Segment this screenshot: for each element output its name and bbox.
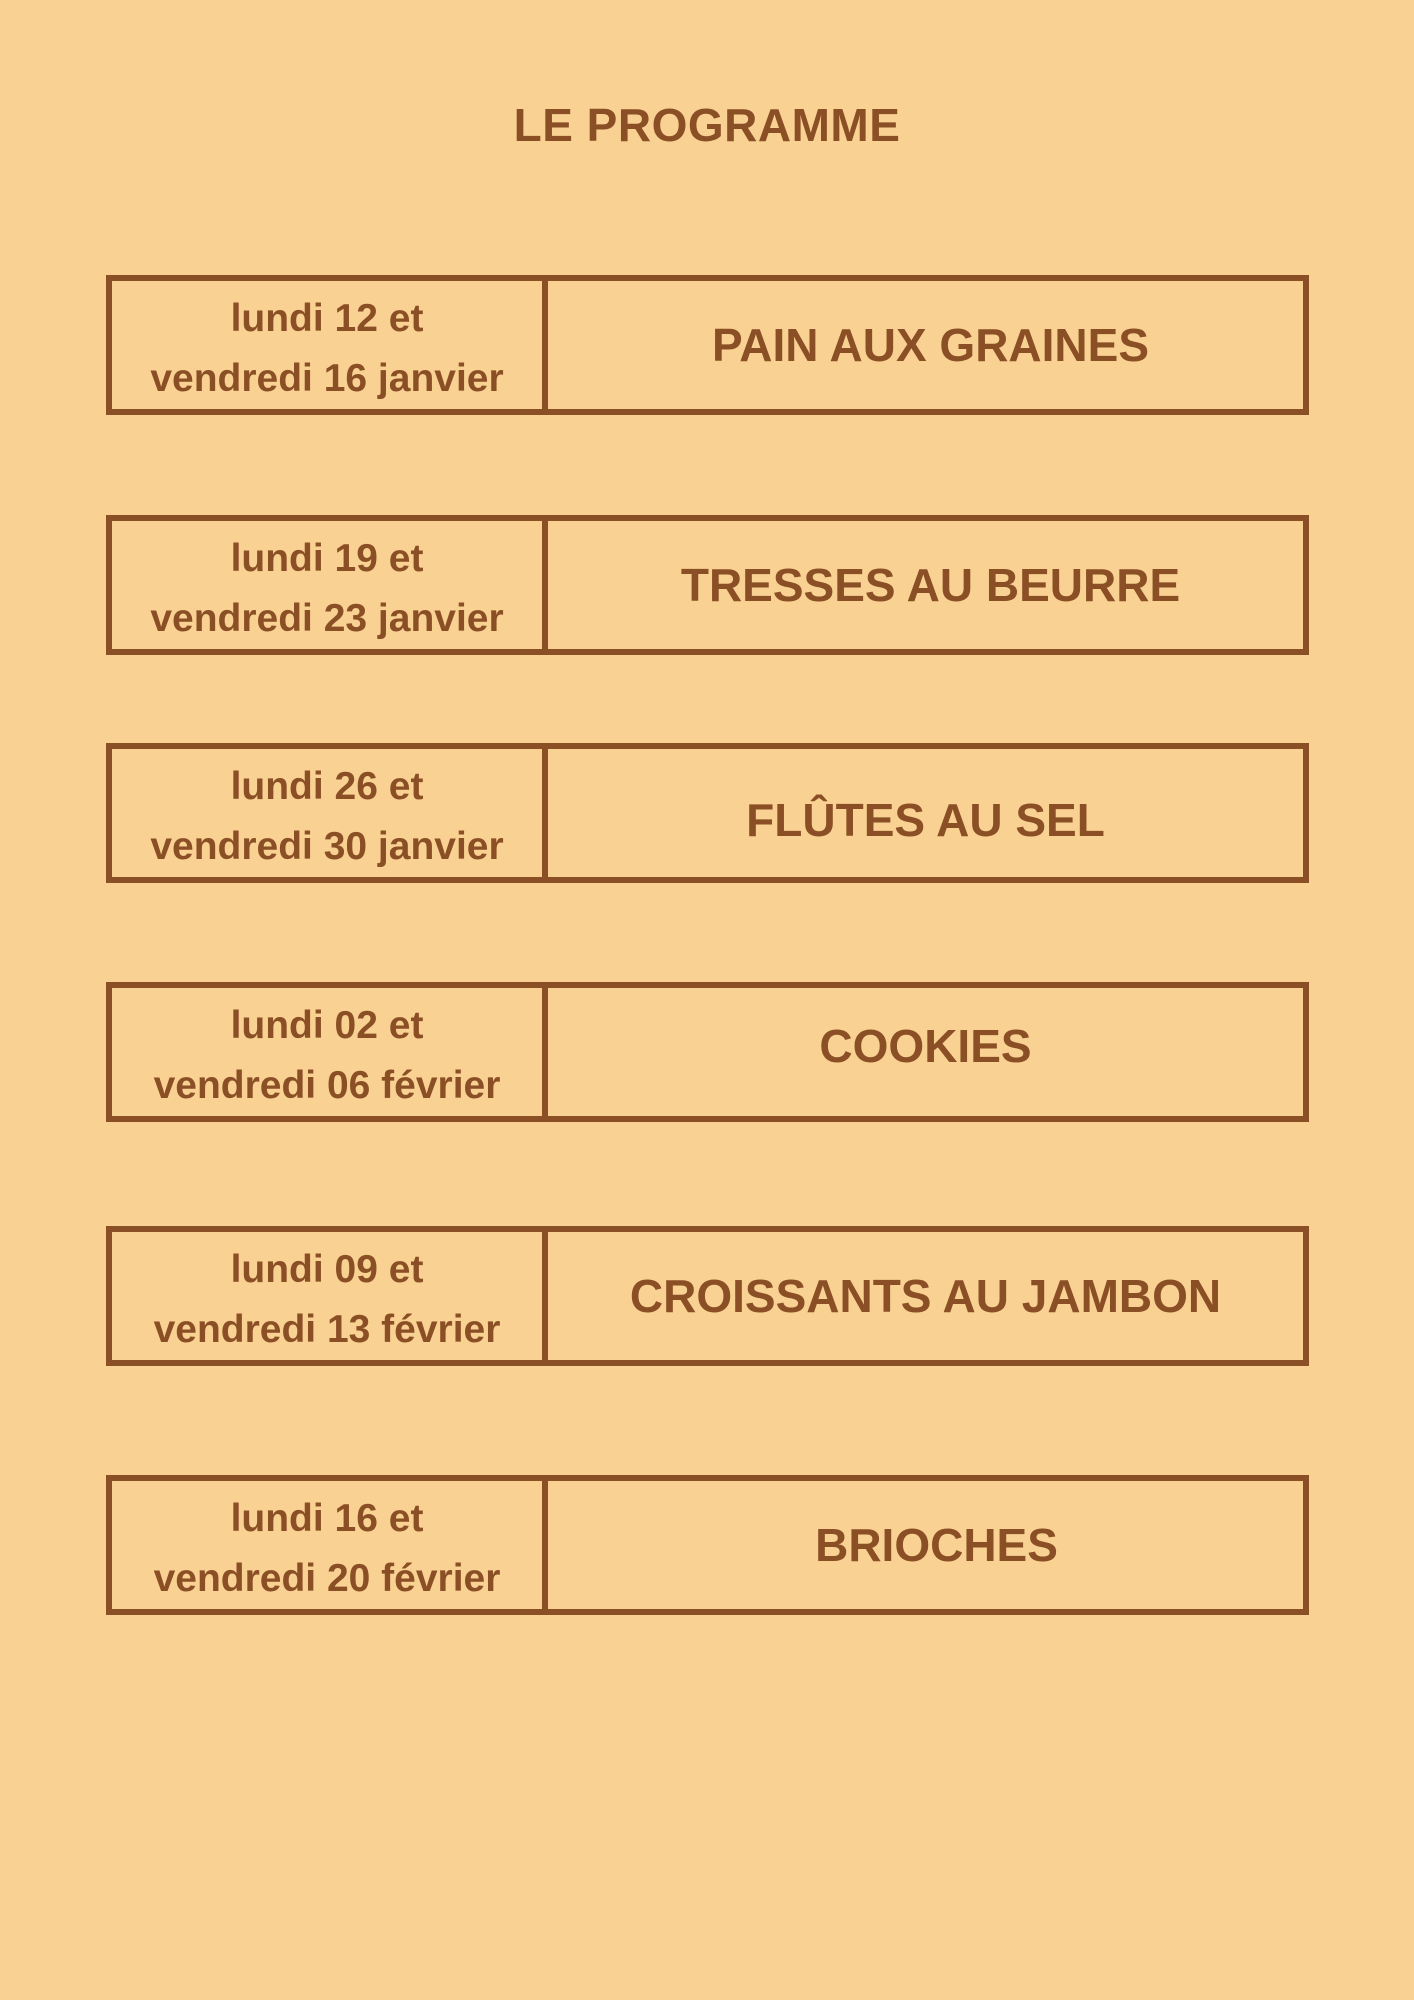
item-name: CROISSANTS AU JAMBON	[629, 1270, 1222, 1322]
schedule-row	[106, 743, 1309, 883]
date-line-1: lundi 12 et	[230, 297, 424, 340]
page-title: LE PROGRAMME	[513, 99, 901, 151]
date-line-1: lundi 16 et	[230, 1497, 424, 1540]
date-line-2: vendredi 16 janvier	[150, 357, 504, 400]
date-cell	[112, 1232, 548, 1360]
schedule-row	[106, 1475, 1309, 1615]
date-line-2: vendredi 23 janvier	[150, 597, 504, 640]
date-line-2: vendredi 06 février	[153, 1064, 501, 1107]
schedule-row	[106, 982, 1309, 1122]
date-cell	[112, 521, 548, 649]
date-cell	[112, 749, 548, 877]
date-cell	[112, 988, 548, 1116]
item-name: TRESSES AU BEURRE	[680, 559, 1181, 611]
date-cell	[112, 281, 548, 409]
date-line-2: vendredi 30 janvier	[150, 825, 504, 868]
item-name: FLÛTES AU SEL	[746, 794, 1105, 846]
date-line-1: lundi 19 et	[230, 537, 424, 580]
date-line-1: lundi 09 et	[230, 1248, 424, 1291]
item-name: BRIOCHES	[815, 1519, 1058, 1571]
date-cell	[112, 1481, 548, 1609]
schedule-row	[106, 1226, 1309, 1366]
date-line-1: lundi 26 et	[230, 765, 424, 808]
date-line-2: vendredi 20 février	[153, 1557, 501, 1600]
date-line-2: vendredi 13 février	[153, 1308, 501, 1351]
item-name: PAIN AUX GRAINES	[711, 319, 1150, 371]
schedule-row	[106, 275, 1309, 415]
item-name: COOKIES	[819, 1020, 1032, 1072]
schedule-row	[106, 515, 1309, 655]
date-line-1: lundi 02 et	[230, 1004, 424, 1047]
